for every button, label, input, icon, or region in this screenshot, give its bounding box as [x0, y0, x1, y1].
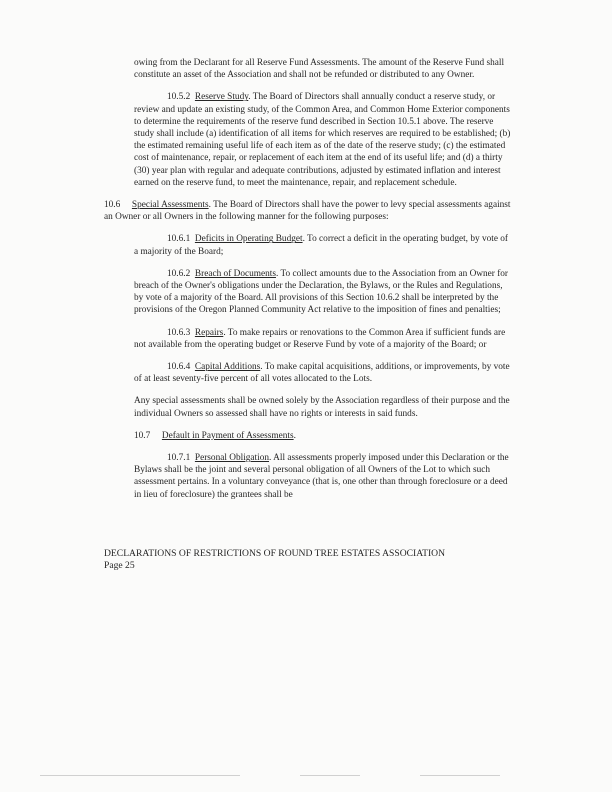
footer-title: DECLARATIONS OF RESTRICTIONS OF ROUND TREE ESTATES ASSOCIATION: [104, 548, 445, 559]
section-number: 10.6: [104, 200, 121, 211]
scan-artifact: [420, 775, 500, 776]
section-10-6-3: [134, 327, 514, 351]
section-heading: Capital Additions: [194, 362, 261, 373]
section-text: . To correct a deficit in the operating budget, by vote of a majority of the Board;: [134, 234, 509, 257]
section-number: 10.6.3: [167, 327, 191, 338]
section-number: 10.7: [134, 430, 151, 441]
section-10-7: [134, 430, 514, 442]
special-assessments-note: [134, 395, 514, 419]
section-10-6-2: [134, 268, 514, 317]
scan-artifact: [300, 775, 360, 776]
scan-artifact: [40, 775, 240, 776]
section-heading: Breach of Documents: [194, 268, 276, 279]
section-10-6-4: [134, 361, 514, 385]
section-text: . To collect amounts due to the Association from an Owner for breach of the Owner's obligations under the Declaration, the Bylaws, or the Rules and Regulations, by vote of a majority of the Board. All provisions of this Section 10.6.2 shall be interpreted by the provisions of the Oregon Planned Community Act relative to the imposition of fines and penalties;: [134, 268, 509, 316]
section-heading: Default in Payment of Assessments: [161, 430, 294, 441]
page-number: Page 25: [104, 560, 135, 571]
section-10-7-1: [134, 452, 514, 501]
section-number: 10.7.1: [167, 453, 191, 464]
section-text: . To make capital acquisitions, additions, or improvements, by vote of at least seventy-five percent of all votes allocated to the Lots.: [134, 362, 510, 385]
section-text: . The Board of Directors shall annually conduct a reserve study, or review and update an existing study, of the Common Area, and Common Home Exterior components to determine the requirements of the reserve fund described in Section 10.5.1 above. The reserve study shall include (a) identification of all items for which reserves are required to be established; (b) the estimated remaining useful life of each item as of the date of the reserve study; (c) the estimated cost of maintenance, repair, or replacement of each item at the end of its useful life; and (d) a thirty (30) year plan with regular and adequate contributions, adjusted by estimated inflation and interest earned on the reserve fund, to meet the maintenance, repair, and replacement schedule.: [134, 92, 511, 188]
section-text: . To make repairs or renovations to the Common Area if sufficient funds are not available from the operating budget or Reserve Fund by vote of a majority of the Board; or: [134, 327, 506, 350]
section-10-6-1: [134, 233, 514, 257]
section-number: 10.6.1: [167, 234, 191, 245]
section-number: 10.6.4: [167, 362, 191, 373]
section-text: . All assessments properly imposed under this Declaration or the Bylaws shall be the joint and several personal obligation of all Owners of the Lot to which such assessment pertains. In a voluntary conveyance (that is, one other than through foreclosure or a deed in lieu of foreclosure) the grantees shall be: [134, 453, 509, 500]
section-heading: Reserve Study: [194, 92, 249, 103]
section-number: 10.6.2: [167, 268, 191, 279]
section-text: .: [293, 430, 296, 441]
section-heading: Personal Obligation: [194, 453, 270, 464]
section-heading: Deficits in Operating Budget: [194, 234, 303, 245]
page-footer: [104, 548, 524, 572]
section-number: 10.5.2: [167, 92, 191, 103]
document-body: [104, 57, 514, 511]
section-10-5-2: [134, 91, 514, 189]
paragraph-text: owing from the Declarant for all Reserve Fund Assessments. The amount of the Reserve Fund shall constitute an asset of the Association and shall not be refunded or distributed to any Owner.: [134, 58, 505, 81]
paragraph-text: Any special assessments shall be owned solely by the Association regardless of their purpose and the individual Owners so assessed shall have no rights or interests in said funds.: [134, 396, 510, 419]
section-text: . The Board of Directors shall have the power to levy special assessments against an Owner or all Owners in the following manner for the following purposes:: [104, 200, 511, 223]
section-10-6: [104, 199, 514, 223]
section-heading: Repairs: [194, 327, 224, 338]
paragraph-continuation: [134, 57, 514, 81]
section-heading: Special Assessments: [131, 200, 209, 211]
